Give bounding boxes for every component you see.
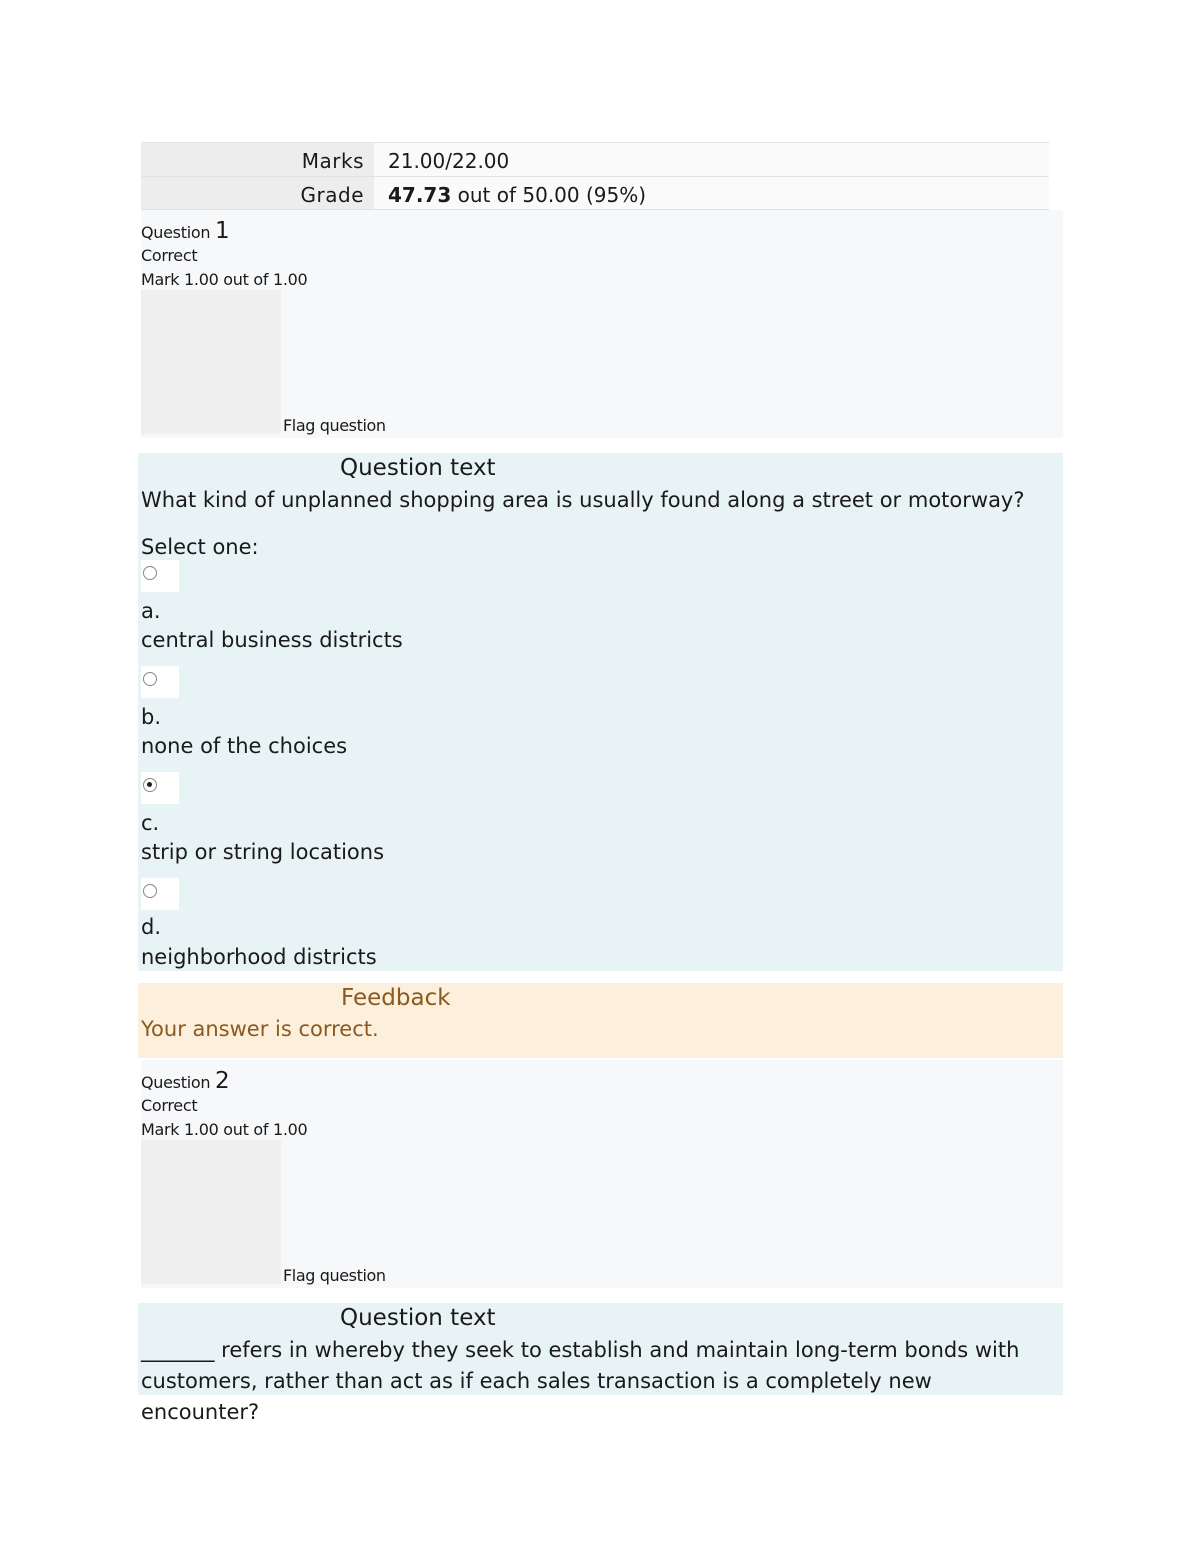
flag-icon[interactable] bbox=[141, 290, 281, 434]
question-2-info bbox=[141, 1060, 1063, 1288]
marks-label: Marks bbox=[141, 143, 374, 177]
option-b-text[interactable]: none of the choices bbox=[141, 734, 348, 758]
question-2-content bbox=[138, 1303, 1063, 1424]
option-b-letter: b. bbox=[141, 705, 162, 729]
radio-icon bbox=[143, 566, 157, 580]
grade-value-rest: out of 50.00 (95%) bbox=[451, 183, 647, 207]
question-2-state: Correct bbox=[141, 1096, 198, 1115]
question-1-prompt: What kind of unplanned shopping area is usually found along a street or motorway? bbox=[141, 488, 1025, 512]
question-2-text-heading: Question text bbox=[340, 1305, 496, 1331]
question-1-text-heading: Question text bbox=[340, 455, 496, 481]
question-1-state: Correct bbox=[141, 246, 198, 265]
question-2-prompt-line-2: customers, rather than act as if each sales transaction is a completely new encounter? bbox=[141, 1369, 932, 1424]
question-2-number bbox=[141, 1068, 229, 1094]
question-2-flag-button[interactable]: Flag question bbox=[283, 1266, 386, 1285]
question-2-mark: Mark 1.00 out of 1.00 bbox=[141, 1120, 308, 1139]
question-label: Question bbox=[141, 1073, 211, 1092]
question-1-info bbox=[141, 210, 1063, 438]
option-c-text[interactable]: strip or string locations bbox=[141, 840, 385, 864]
question-number: 2 bbox=[214, 1068, 230, 1094]
feedback-heading: Feedback bbox=[341, 985, 451, 1011]
question-1-feedback bbox=[138, 983, 1063, 1058]
question-1-content bbox=[138, 453, 1063, 971]
option-d-text[interactable]: neighborhood districts bbox=[141, 945, 377, 969]
grade-value-score: 47.73 bbox=[388, 183, 452, 207]
grade-label: Grade bbox=[141, 177, 374, 209]
question-1-number bbox=[141, 218, 229, 244]
radio-icon bbox=[143, 672, 157, 686]
summary-grade-row bbox=[141, 176, 1049, 210]
question-label: Question bbox=[141, 223, 211, 242]
question-1-mark: Mark 1.00 out of 1.00 bbox=[141, 270, 308, 289]
grade-value bbox=[388, 177, 646, 211]
question-2-prompt-line-1: _______ refers in whereby they seek to establish and maintain long-term bonds with bbox=[141, 1338, 1020, 1362]
option-c-radio[interactable] bbox=[141, 772, 179, 804]
option-a-text[interactable]: central business districts bbox=[141, 628, 403, 652]
option-d-letter: d. bbox=[141, 915, 162, 939]
option-b-radio[interactable] bbox=[141, 666, 179, 698]
option-a-radio[interactable] bbox=[141, 560, 179, 592]
marks-value: 21.00/22.00 bbox=[388, 149, 510, 173]
radio-icon bbox=[143, 884, 157, 898]
summary-marks-row bbox=[141, 142, 1049, 177]
option-c-letter: c. bbox=[141, 811, 160, 835]
select-one-label: Select one: bbox=[141, 535, 259, 559]
radio-checked-icon bbox=[143, 778, 157, 792]
feedback-text: Your answer is correct. bbox=[141, 1017, 379, 1041]
flag-icon[interactable] bbox=[141, 1140, 281, 1284]
question-number: 1 bbox=[214, 218, 230, 244]
option-a-letter: a. bbox=[141, 599, 161, 623]
question-1-flag-button[interactable]: Flag question bbox=[283, 416, 386, 435]
option-d-radio[interactable] bbox=[141, 878, 179, 910]
